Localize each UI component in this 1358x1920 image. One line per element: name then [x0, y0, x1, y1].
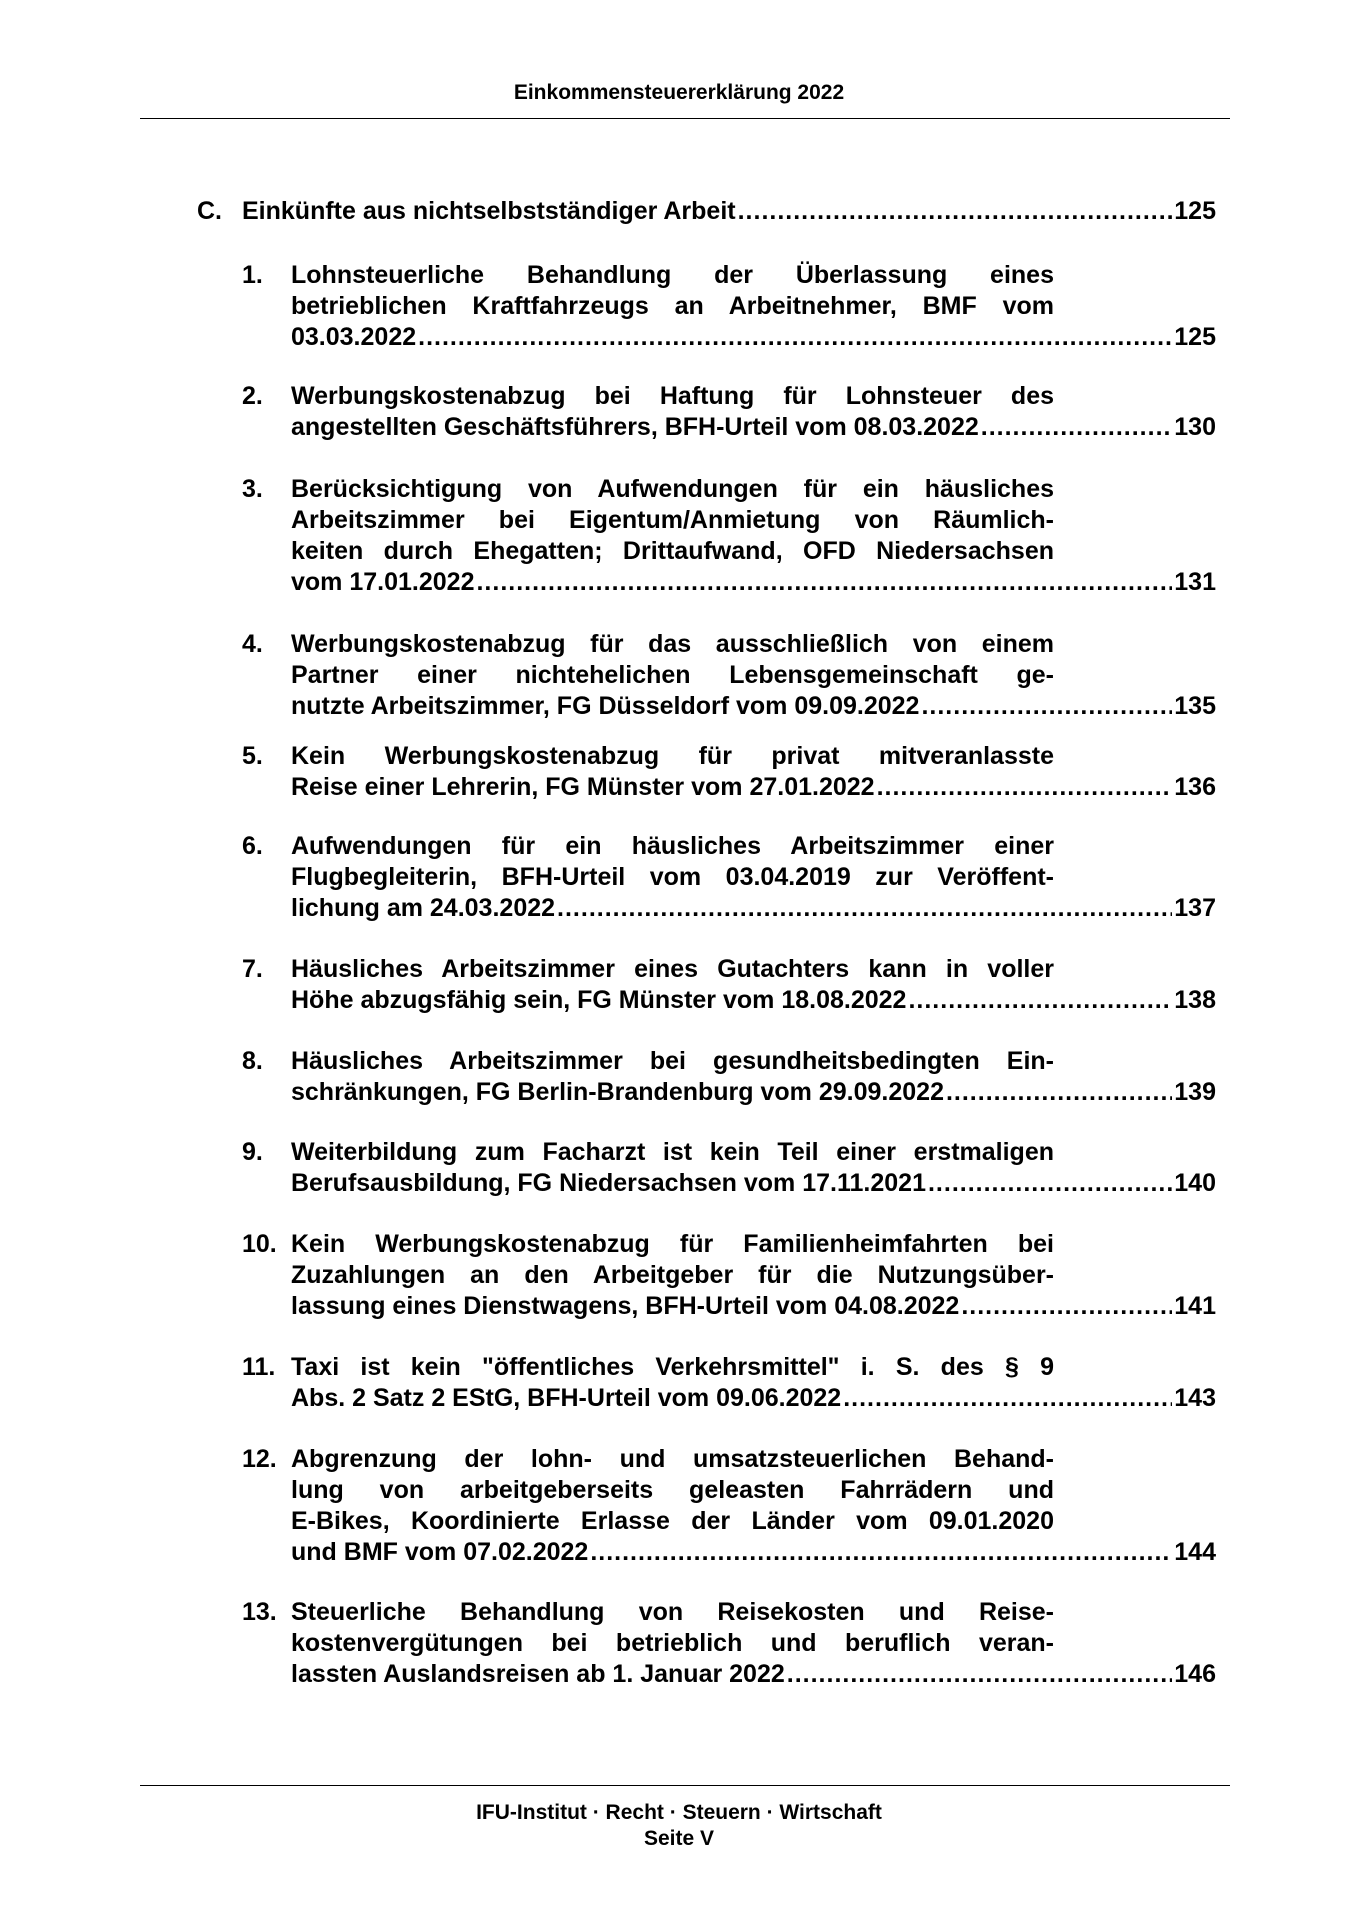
entry-title-last-line: nutzte Arbeitszimmer, FG Düsseldorf vom 09.09.2022: [291, 692, 920, 720]
entry-title-last-line: Höhe abzugsfähig sein, FG Münster vom 18.08.2022: [291, 986, 907, 1014]
toc-entry-link[interactable]: [291, 567, 1216, 598]
entry-number: 11.: [242, 1353, 276, 1381]
page-number: 141: [1174, 1292, 1216, 1320]
entry-title-line: Werbungskostenabzug für das ausschließlich von einem: [291, 630, 1054, 658]
entry-title-line: Arbeitszimmer bei Eigentum/Anmietung von Räumlich-: [291, 506, 1054, 534]
entry-title-line: Taxi ist kein "öffentliches Verkehrsmittel" i. S. des § 9: [291, 1353, 1054, 1381]
entry-title-last-line: 03.03.2022: [291, 323, 417, 351]
entry-number: 8.: [242, 1047, 263, 1075]
entry-title: [291, 1229, 1054, 1291]
entry-title: [291, 831, 1054, 893]
section-label: C.: [197, 197, 222, 225]
footer-divider: [140, 1785, 1230, 1786]
entry-title-last-line: lichung am 24.03.2022: [291, 894, 556, 922]
entry-title: [291, 381, 1054, 412]
page-number: 125: [1174, 197, 1216, 225]
entry-number: 13.: [242, 1598, 277, 1626]
footer-page-label: Seite V: [643, 1827, 715, 1850]
entry-title-last-line: Reise einer Lehrerin, FG Münster vom 27.01.2022: [291, 773, 875, 801]
running-header: Einkommensteuererklärung 2022: [513, 81, 845, 104]
entry-title: [291, 741, 1054, 772]
entry-title: [291, 1046, 1054, 1077]
dot-leader: [843, 1383, 1172, 1414]
dot-leader: [928, 1168, 1172, 1199]
entry-number: 2.: [242, 382, 263, 410]
entry-number: 6.: [242, 832, 263, 860]
page-number: 143: [1174, 1384, 1216, 1412]
toc-entry-link[interactable]: [291, 1383, 1216, 1414]
page-number: 131: [1174, 568, 1216, 596]
entry-number: 5.: [242, 742, 263, 770]
entry-title-line: Weiterbildung zum Facharzt ist kein Teil einer erstmaligen: [291, 1138, 1054, 1166]
page-number: 130: [1174, 413, 1216, 441]
toc-entry-link[interactable]: [291, 1659, 1216, 1690]
entry-title-line: Häusliches Arbeitszimmer eines Gutachters kann in voller: [291, 955, 1054, 983]
toc-entry-link[interactable]: [291, 1291, 1216, 1322]
entry-title-line: lung von arbeitgeberseits geleasten Fahrrädern und: [291, 1476, 1054, 1504]
entry-title-last-line: angestellten Geschäftsführers, BFH-Urteil vom 08.03.2022: [291, 413, 979, 441]
entry-title-line: Häusliches Arbeitszimmer bei gesundheitsbedingten Ein-: [291, 1047, 1054, 1075]
dot-leader: [590, 1537, 1172, 1568]
page-number: 136: [1174, 773, 1216, 801]
entry-number: 10.: [242, 1230, 277, 1258]
toc-entry-link[interactable]: [291, 985, 1216, 1016]
entry-title-last-line: lassten Auslandsreisen ab 1. Januar 2022: [291, 1660, 785, 1688]
page-number: 125: [1174, 323, 1216, 351]
toc-section-entry[interactable]: [242, 196, 1216, 227]
dot-leader: [877, 772, 1173, 803]
dot-leader: [418, 322, 1172, 353]
dot-leader: [557, 893, 1172, 924]
entry-title-line: E-Bikes, Koordinierte Erlasse der Länder vom 09.01.2020: [291, 1507, 1054, 1535]
toc-entry-link[interactable]: [291, 691, 1216, 722]
entry-title-line: Lohnsteuerliche Behandlung der Überlassung eines: [291, 261, 1054, 289]
entry-title: [291, 629, 1054, 691]
page-number: 138: [1174, 986, 1216, 1014]
toc-entry-link[interactable]: [291, 772, 1216, 803]
entry-title-last-line: und BMF vom 07.02.2022: [291, 1538, 589, 1566]
entry-title-line: Abgrenzung der lohn- und umsatzsteuerlichen Behand-: [291, 1445, 1054, 1473]
entry-title-last-line: vom 17.01.2022: [291, 568, 475, 596]
entry-title-line: keiten durch Ehegatten; Drittaufwand, OFD Niedersachsen: [291, 537, 1054, 565]
dot-leader: [946, 1077, 1172, 1108]
entry-number: 7.: [242, 955, 263, 983]
entry-title-line: kostenvergütungen bei betrieblich und beruflich veran-: [291, 1629, 1054, 1657]
footer-publisher: IFU-Institut · Recht · Steuern · Wirtschaft: [476, 1801, 882, 1824]
dot-leader: [476, 567, 1172, 598]
dot-leader: [738, 196, 1173, 227]
entry-title: [291, 260, 1054, 322]
entry-title-line: Kein Werbungskostenabzug für privat mitveranlasste: [291, 742, 1054, 770]
entry-number: 12.: [242, 1445, 277, 1473]
dot-leader: [908, 985, 1172, 1016]
toc-entry-link[interactable]: [291, 1168, 1216, 1199]
header-divider: [140, 118, 1230, 119]
entry-title: [291, 1597, 1054, 1659]
entry-title: [291, 1352, 1054, 1383]
entry-title-line: Werbungskostenabzug bei Haftung für Lohnsteuer des: [291, 382, 1054, 410]
dot-leader: [961, 1291, 1172, 1322]
entry-title-line: Flugbegleiterin, BFH-Urteil vom 03.04.2019 zur Veröffent-: [291, 863, 1054, 891]
dot-leader: [787, 1659, 1173, 1690]
entry-number: 3.: [242, 475, 263, 503]
toc-entry-link[interactable]: [291, 1537, 1216, 1568]
entry-title-line: Steuerliche Behandlung von Reisekosten und Reise-: [291, 1598, 1054, 1626]
toc-entry-link[interactable]: [291, 322, 1216, 353]
entry-title-line: Berücksichtigung von Aufwendungen für ein häusliches: [291, 475, 1054, 503]
dot-leader: [921, 691, 1172, 722]
entry-title-line: betrieblichen Kraftfahrzeugs an Arbeitnehmer, BMF vom: [291, 292, 1054, 320]
entry-title-last-line: Abs. 2 Satz 2 EStG, BFH-Urteil vom 09.06.2022: [291, 1384, 842, 1412]
entry-title: [291, 474, 1054, 567]
entry-title-last-line: Berufsausbildung, FG Niedersachsen vom 17.11.2021: [291, 1169, 926, 1197]
entry-title: [291, 1137, 1054, 1168]
entry-title-line: Partner einer nichtehelichen Lebensgemeinschaft ge-: [291, 661, 1054, 689]
page-number: 135: [1174, 692, 1216, 720]
section-title: Einkünfte aus nichtselbstständiger Arbeit: [242, 197, 736, 225]
entry-number: 9.: [242, 1138, 263, 1166]
entry-title: [291, 954, 1054, 985]
toc-entry-link[interactable]: [291, 412, 1216, 443]
page-number: 144: [1174, 1538, 1216, 1566]
entry-title-line: Kein Werbungskostenabzug für Familienheimfahrten bei: [291, 1230, 1054, 1258]
toc-entry-link[interactable]: [291, 893, 1216, 924]
dot-leader: [981, 412, 1173, 443]
toc-entry-link[interactable]: [291, 1077, 1216, 1108]
page-number: 139: [1174, 1078, 1216, 1106]
entry-number: 1.: [242, 261, 263, 289]
entry-number: 4.: [242, 630, 263, 658]
entry-title-line: Aufwendungen für ein häusliches Arbeitszimmer einer: [291, 832, 1054, 860]
entry-title-line: Zuzahlungen an den Arbeitgeber für die Nutzungsüber-: [291, 1261, 1054, 1289]
entry-title-last-line: lassung eines Dienstwagens, BFH-Urteil vom 04.08.2022: [291, 1292, 960, 1320]
page-number: 140: [1174, 1169, 1216, 1197]
entry-title-last-line: schränkungen, FG Berlin-Brandenburg vom 29.09.2022: [291, 1078, 944, 1106]
page-number: 146: [1174, 1660, 1216, 1688]
page-number: 137: [1174, 894, 1216, 922]
entry-title: [291, 1444, 1054, 1537]
